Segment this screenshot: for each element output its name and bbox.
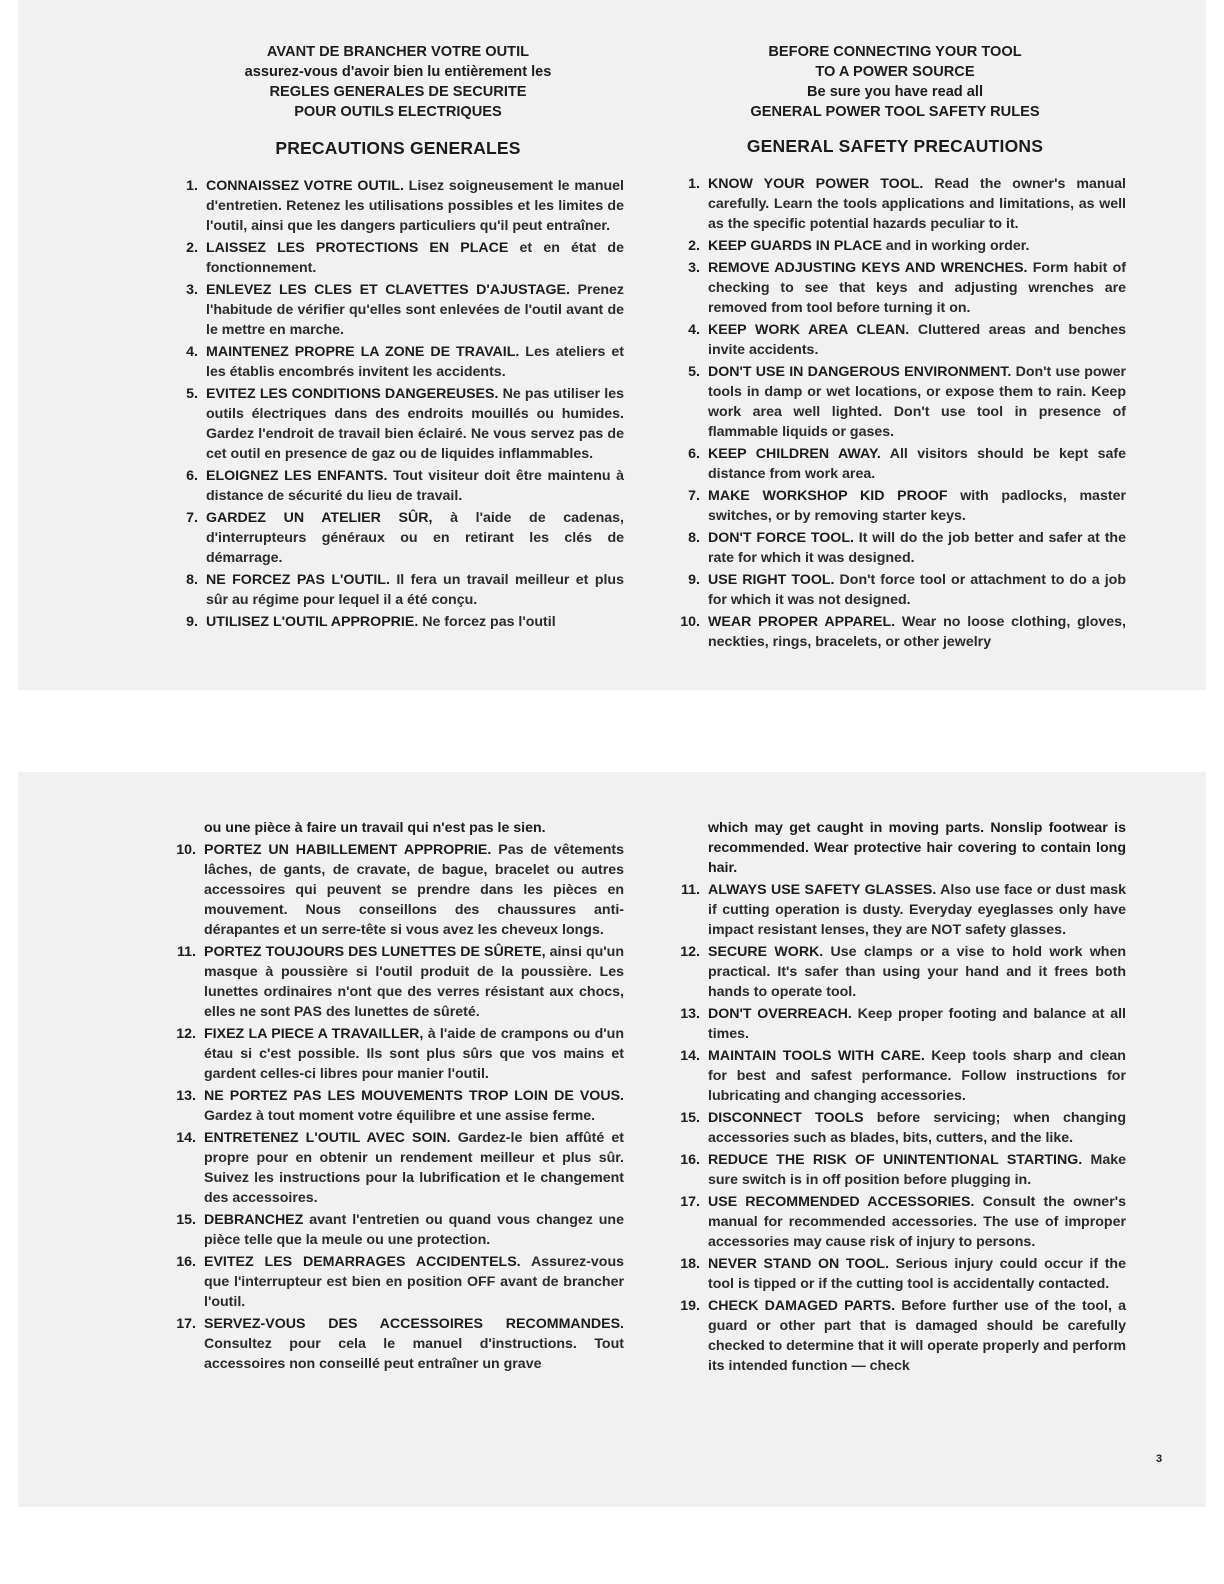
item-body: Don't force tool or attachment to do a job for which it was not designed. [708,572,1126,608]
item-number: 5. [688,364,700,380]
safety-item [664,880,1126,940]
fr-column-bottom [160,818,624,1376]
item-number: 4. [688,322,700,338]
item-body: à l'aide de crampons ou d'un étau si c'est possible. Ils sont plus sûrs que vos mains et gardent celles-ci libres pour manier l'outil. [204,1026,624,1082]
item-heading: CONNAISSEZ VOTRE OUTIL. [206,178,404,194]
item-body: Wear no loose clothing, gloves, neckties, rings, bracelets, or other jewelry [708,614,1126,650]
item-heading: DON'T FORCE TOOL. [708,530,854,546]
item-body: Use clamps or a vise to hold work when practical. It's safer than using your hand and it frees both hands to operate tool. [708,944,1126,1000]
item-body: Consultez pour cela le manuel d'instructions. Tout accessoires non conseillé peut entraîner un grave [204,1336,624,1372]
item-number: 18. [680,1256,700,1272]
item-heading: SERVEZ-VOUS DES ACCESSOIRES RECOMMANDES. [204,1316,624,1332]
safety-item [664,320,1126,360]
item-number: 6. [186,468,198,484]
item-heading: DON'T OVERREACH. [708,1006,852,1022]
item-body: Don't use power tools in damp or wet locations, or expose them to rain. Keep work area well lighted. Don't use tool in presence of flammable liquids or gases. [708,364,1126,440]
fr-continuation: ou une pièce à faire un travail qui n'est pas le sien. [204,820,546,836]
item-number: 3. [186,282,198,298]
item-body: Serious injury could occur if the tool is tipped or if the cutting tool is accidentally contacted. [708,1256,1126,1292]
fr-header-line2: assurez-vous d'avoir bien lu entièrement les [244,64,552,80]
item-number: 1. [688,176,700,192]
item-body: à l'aide de cadenas, d'interrupteurs généraux ou en retirant les clés de démarrage. [206,510,624,566]
item-heading: MAKE WORKSHOP KID PROOF [708,488,948,504]
item-number: 12. [176,1026,196,1042]
fr-header-line3: REGLES GENERALES DE SECURITE [269,84,527,100]
item-number: 8. [186,572,198,588]
safety-item [664,444,1126,484]
safety-item [172,612,624,632]
fr-header-line4: POUR OUTILS ELECTRIQUES [294,104,502,120]
item-body: It will do the job better and safer at the rate for which it was designed. [708,530,1126,566]
item-number: 10. [680,614,700,630]
item-heading: ENLEVEZ LES CLES ET CLAVETTES D'AJUSTAGE. [206,282,570,298]
item-heading: DON'T USE IN DANGEROUS ENVIRONMENT. [708,364,1012,380]
en-bottom-list [664,880,1126,1376]
item-number: 14. [680,1048,700,1064]
item-heading: FIXEZ LA PIECE A TRAVAILLER, [204,1026,424,1042]
en-header-line4: GENERAL POWER TOOL SAFETY RULES [750,104,1040,120]
item-number: 10. [176,842,196,858]
item-body: and in working order. [885,238,1030,254]
fr-column-top [172,42,624,634]
en-header [664,42,1126,122]
item-body: ainsi qu'un masque à poussière si l'outil produit de la poussière. Les lunettes ordinaires n'ont que des verres résistant aux chocs, elles ne sont PAS des lunettes de sûreté. [204,944,624,1020]
safety-item [160,942,624,1022]
item-body: before servicing; when changing accessories such as blades, bits, cutters, and the like. [708,1110,1126,1146]
item-body: Gardez-le bien affûté et propre pour en obtenir un rendement meilleur et plus sûr. Suivez les instructions pour la lubrification et le changement des accessoires. [204,1130,624,1206]
item-body: Gardez à tout moment votre équilibre et une assise ferme. [204,1108,596,1124]
item-heading: REDUCE THE RISK OF UNINTENTIONAL STARTING. [708,1152,1083,1168]
safety-item [664,1108,1126,1148]
item-number: 2. [688,238,700,254]
safety-item [664,1296,1126,1376]
item-heading: KEEP GUARDS IN PLACE [708,238,882,254]
safety-item [664,1192,1126,1252]
item-heading: USE RIGHT TOOL. [708,572,835,588]
item-body: avant l'entretien ou quand vous changez une pièce telle que la meule ou une protection. [204,1212,624,1248]
fr-bottom-list [160,840,624,1374]
item-number: 13. [680,1006,700,1022]
item-heading: PORTEZ UN HABILLEMENT APPROPRIE. [204,842,492,858]
item-body: Ne pas utiliser les outils électriques dans des endroits mouillés ou humides. Gardez l'endroit de travail bien éclairé. Ne vous servez pas de cet outil en presence de gaz ou de liquides inflammables. [206,386,624,462]
item-body: with padlocks, master switches, or by removing starter keys. [708,488,1126,524]
en-column-bottom [664,818,1126,1378]
item-heading: UTILISEZ L'OUTIL APPROPRIE. [206,614,419,630]
item-heading: NEVER STAND ON TOOL. [708,1256,890,1272]
item-body: Prenez l'habitude de vérifier qu'elles sont enlevées de l'outil avant de le mettre en marche. [206,282,624,338]
item-number: 16. [176,1254,196,1270]
item-number: 3. [688,260,700,276]
item-number: 5. [186,386,198,402]
item-heading: USE RECOMMENDED ACCESSORIES. [708,1194,975,1210]
safety-item [160,1210,624,1250]
item-heading: ELOIGNEZ LES ENFANTS. [206,468,388,484]
item-number: 11. [177,944,196,960]
en-top-list [664,174,1126,652]
en-header-line1: BEFORE CONNECTING YOUR TOOL [768,44,1022,60]
safety-item [664,528,1126,568]
item-heading: NE PORTEZ PAS LES MOUVEMENTS TROP LOIN DE VOUS. [204,1088,624,1104]
safety-item [664,362,1126,442]
item-heading: KEEP WORK AREA CLEAN. [708,322,910,338]
item-heading: NE FORCEZ PAS L'OUTIL. [206,572,390,588]
item-body: Tout visiteur doit être maintenu à distance de sécurité du lieu de travail. [206,468,624,504]
en-header-line2: TO A POWER SOURCE [815,64,975,80]
item-number: 14. [176,1130,196,1146]
safety-item [172,508,624,568]
item-number: 9. [186,614,198,630]
safety-item [160,1086,624,1126]
safety-item [172,466,624,506]
item-body: Pas de vêtements lâches, de gants, de cravate, de bague, bracelet ou autres accessoires qui peuvent se prendre dans les pièces en mouvement. Nous conseillons des chaussures anti-dérapantes et un serre-tête si vous avez les cheveux longs. [204,842,624,938]
safety-item [160,1252,624,1312]
item-number: 17. [680,1194,700,1210]
safety-item [664,1004,1126,1044]
fr-top-list [172,176,624,632]
item-heading: SECURE WORK. [708,944,824,960]
safety-item [172,280,624,340]
en-header-line3: Be sure you have read all [806,84,984,100]
item-body: All visitors should be kept safe distance from work area. [708,446,1126,482]
safety-item [664,612,1126,652]
safety-item [172,384,624,464]
item-number: 8. [688,530,700,546]
item-number: 9. [688,572,700,588]
safety-item [664,570,1126,610]
item-body: Les ateliers et les établis encombrés invitent les accidents. [206,344,624,380]
fr-section-title: PRECAUTIONS GENERALES [275,138,521,158]
item-body: Keep proper footing and balance at all times. [708,1006,1126,1042]
item-body: Assurez-vous que l'interrupteur est bien en position OFF avant de brancher l'outil. [204,1254,625,1310]
safety-item [664,1046,1126,1106]
item-number: 15. [680,1110,700,1126]
safety-item [664,174,1126,234]
item-number: 2. [186,240,198,256]
item-body: Cluttered areas and benches invite accidents. [708,322,1126,358]
item-body: Consult the owner's manual for recommended accessories. The use of improper accessories may cause risk of injury to persons. [708,1194,1126,1250]
safety-item [664,1254,1126,1294]
item-number: 11. [681,882,700,898]
item-body: Before further use of the tool, a guard or other part that is damaged should be carefully checked to determine that it will operate properly and perform its intended function — check [708,1298,1126,1374]
page-number: 3 [1156,1453,1163,1465]
safety-item [664,1150,1126,1190]
item-heading: LAISSEZ LES PROTECTIONS EN PLACE [206,240,509,256]
item-heading: DEBRANCHEZ [204,1212,304,1228]
item-number: 17. [176,1316,196,1332]
item-heading: REMOVE ADJUSTING KEYS AND WRENCHES. [708,260,1028,276]
item-heading: ENTRETENEZ L'OUTIL AVEC SOIN. [204,1130,451,1146]
safety-item [664,258,1126,318]
fr-header-line1: AVANT DE BRANCHER VOTRE OUTIL [266,44,530,60]
en-column-top [664,42,1126,654]
safety-item [664,236,1126,256]
item-heading: KNOW YOUR POWER TOOL. [708,176,924,192]
item-heading: GARDEZ UN ATELIER SÛR, [206,510,433,526]
item-heading: KEEP CHILDREN AWAY. [708,446,881,462]
item-number: 13. [176,1088,196,1104]
safety-item [172,570,624,610]
safety-item [664,942,1126,1002]
item-heading: WEAR PROPER APPAREL. [708,614,896,630]
safety-item [172,342,624,382]
item-number: 1. [186,178,198,194]
fr-header [172,42,624,122]
item-body: Lisez soigneusement le manuel d'entretien. Retenez les utilisations possibles et les limites de l'outil, ainsi que les dangers particuliers qu'il peut entraîner. [206,178,624,234]
item-body: Form habit of checking to see that keys and adjusting wrenches are removed from tool before turning it on. [708,260,1126,316]
safety-item [160,1128,624,1208]
safety-item [172,176,624,236]
item-number: 7. [688,488,700,504]
item-number: 16. [680,1152,700,1168]
item-body: Also use face or dust mask if cutting operation is dusty. Everyday eyeglasses only have impact resistant lenses, they are NOT safety glasses. [708,882,1126,938]
item-body: Read the owner's manual carefully. Learn the tools applications and limitations, as well as the specific potential hazards peculiar to it. [708,176,1126,232]
safety-item [160,840,624,940]
item-heading: EVITEZ LES DEMARRAGES ACCIDENTELS. [204,1254,521,1270]
en-continuation: which may get caught in moving parts. Nonslip footwear is recommended. Wear protective hair covering to contain long hair. [708,820,1126,876]
item-heading: PORTEZ TOUJOURS DES LUNETTES DE SÛRETE, [204,944,546,960]
item-heading: MAINTENEZ PROPRE LA ZONE DE TRAVAIL. [206,344,520,360]
item-heading: ALWAYS USE SAFETY GLASSES. [708,882,937,898]
item-number: 15. [176,1212,196,1228]
safety-item [160,1024,624,1084]
item-body: Il fera un travail meilleur et plus sûr au régime pour lequel il a été conçu. [206,572,624,608]
item-number: 4. [186,344,198,360]
item-number: 7. [186,510,198,526]
item-body: Ne forcez pas l'outil [422,614,556,630]
item-number: 6. [688,446,700,462]
item-number: 19. [680,1298,700,1314]
safety-item [172,238,624,278]
item-heading: MAINTAIN TOOLS WITH CARE. [708,1048,925,1064]
item-body: Make sure switch is in off position before plugging in. [708,1152,1126,1188]
item-heading: EVITEZ LES CONDITIONS DANGEREUSES. [206,386,499,402]
safety-item [664,486,1126,526]
item-heading: CHECK DAMAGED PARTS. [708,1298,896,1314]
safety-item [160,1314,624,1374]
item-number: 12. [680,944,700,960]
item-body: et en état de fonctionnement. [206,240,624,276]
item-body: Keep tools sharp and clean for best and safest performance. Follow instructions for lubricating and changing accessories. [708,1048,1126,1104]
en-section-title: GENERAL SAFETY PRECAUTIONS [746,136,1044,156]
item-heading: DISCONNECT TOOLS [708,1110,864,1126]
